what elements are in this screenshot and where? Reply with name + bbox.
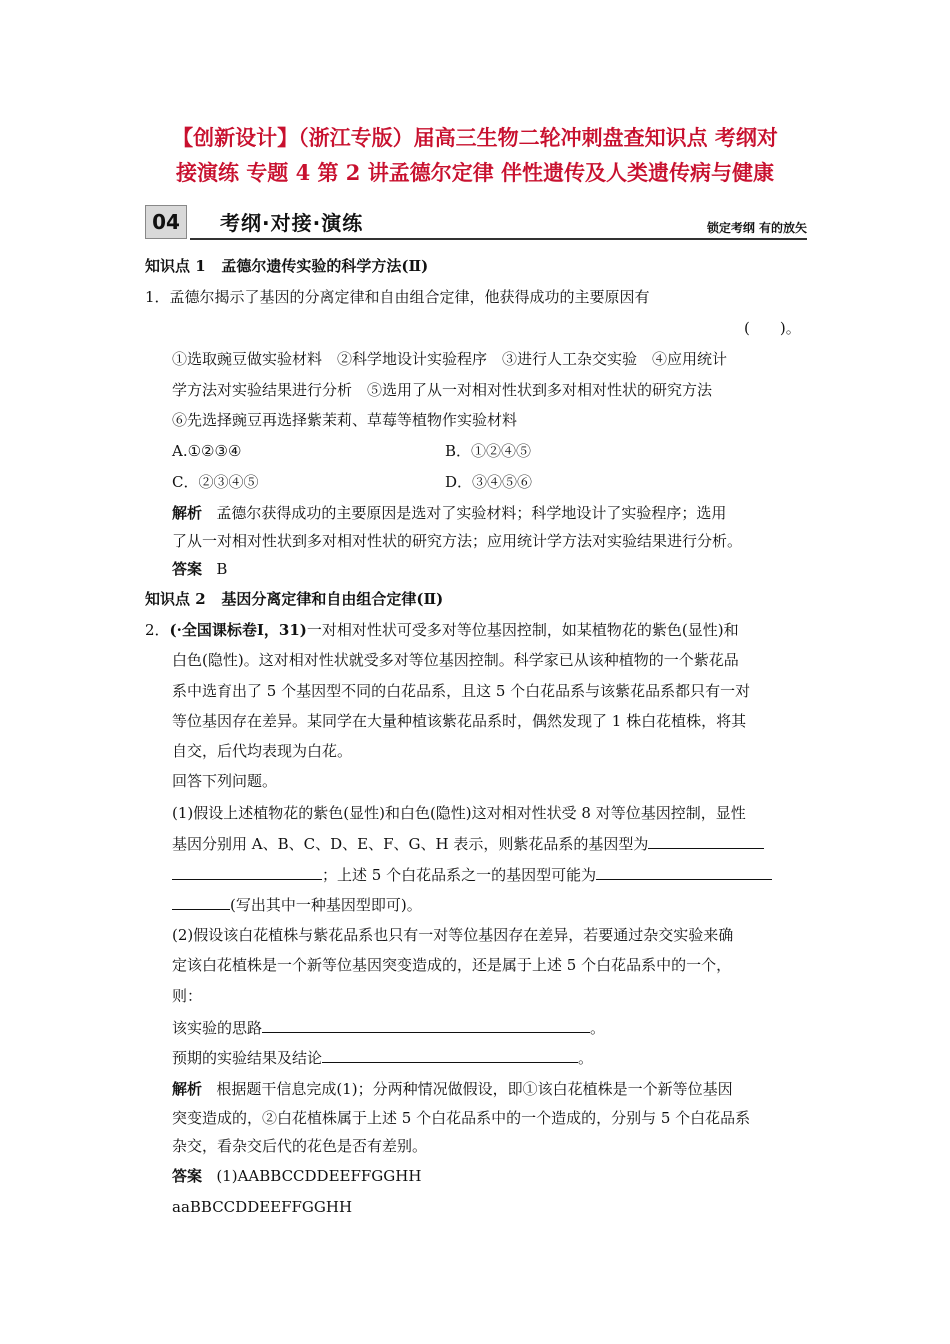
q2-answer-line-1 xyxy=(172,1166,421,1186)
q2-source: (·全国课标卷Ⅰ，31) xyxy=(169,621,307,639)
q2-analysis-line-2: 突变造成的，②白花植株属于上述 5 个白花品系中的一个造成的，分别与 5 个白花品系 xyxy=(172,1109,751,1127)
kp2-label: 知识点 2 xyxy=(145,590,206,608)
q1-options-line-3: ⑥先选择豌豆再选择紫茉莉、草莓等植物作实验材料 xyxy=(172,411,518,429)
q2-answer-line-2: aaBBCCDDEEFFGGHH xyxy=(172,1198,353,1216)
q2-answer-label: 答案 xyxy=(172,1167,203,1185)
q2-stem-line-5: 自交，后代均表现为白花。 xyxy=(172,742,353,760)
purple-genotype-blank-cont[interactable] xyxy=(172,864,322,880)
q1-choice-b: B．①②④⑤ xyxy=(445,442,532,460)
white-genotype-blank-cont[interactable] xyxy=(172,894,230,910)
q2-stem-line-3: 系中选育出了 5 个基因型不同的白花品系，且这 5 个白花品系与该紫花品系都只有一对 xyxy=(172,682,751,700)
q2-part1-line-1: (1)假设上述植物花的紫色(显性)和白色(隐性)这对相对性状受 8 对等位基因控制，显性 xyxy=(172,804,746,822)
section-heading: 考纲·对接·演练 xyxy=(220,211,364,235)
q2-part2-line-1: (2)假设该白花植株与紫花品系也只有一对等位基因存在差异，若要通过杂交实验来确 xyxy=(172,926,734,944)
q1-choice-d: D．③④⑤⑥ xyxy=(445,473,533,491)
q2-analysis-text-1: 根据题干信息完成(1)；分两种情况做假设，即①该白花植株是一个新等位基因 xyxy=(216,1080,733,1098)
title-line-1: 【创新设计】（浙江专版）届高三生物二轮冲刺盘查知识点 考纲对 xyxy=(172,125,778,150)
knowledge-point-2 xyxy=(145,589,443,609)
q2-expect-period: 。 xyxy=(578,1049,594,1067)
q2-part1-text-4: (写出其中一种基因型即可)。 xyxy=(230,896,422,914)
q2-number: 2． xyxy=(145,621,170,639)
experiment-idea-blank[interactable] xyxy=(262,1017,590,1033)
q1-options-line-2: 学方法对实验结果进行分析 ⑤选用了从一对相对性状到多对相对性状的研究方法 xyxy=(172,381,713,399)
q1-choice-a: A.①②③④ xyxy=(172,442,242,460)
q1-answer-label: 答案 xyxy=(172,560,203,578)
q2-prompt: 回答下列问题。 xyxy=(172,772,278,790)
q2-part1-line-3 xyxy=(172,864,772,885)
kp2-title: 基因分离定律和自由组合定律(Ⅱ) xyxy=(221,590,444,608)
q2-part2-line-3: 则： xyxy=(172,987,203,1005)
q1-analysis-label: 解析 xyxy=(172,504,203,522)
q1-stem: 1．孟德尔揭示了基因的分离定律和自由组合定律，他获得成功的主要原因有 xyxy=(145,288,650,306)
kp1-label: 知识点 1 xyxy=(145,257,206,275)
expected-result-blank[interactable] xyxy=(322,1047,578,1063)
q2-stem-line-4: 等位基因存在差异。某同学在大量种植该紫花品系时，偶然发现了 1 株白花植株，将其 xyxy=(172,712,747,730)
section-number: 04 xyxy=(145,205,187,239)
white-genotype-blank[interactable] xyxy=(596,864,772,880)
q2-stem-line-1 xyxy=(145,620,739,640)
knowledge-point-1 xyxy=(145,256,428,276)
q2-expect-label: 预期的实验结果及结论 xyxy=(172,1049,323,1067)
title-line-2: 接演练 专题 4 第 2 讲孟德尔定律 伴性遗传及人类遗传病与健康 xyxy=(175,160,775,185)
q2-analysis-line-1 xyxy=(172,1079,733,1099)
q2-part1-text-3: ；上述 5 个白花品系之一的基因型可能为 xyxy=(322,866,597,884)
q2-idea-label: 该实验的思路 xyxy=(172,1019,263,1037)
q2-idea-period: 。 xyxy=(590,1019,606,1037)
q2-expect-line xyxy=(172,1047,593,1068)
q1-analysis-line-2: 了从一对相对性状到多对相对性状的研究方法；应用统计学方法对实验结果进行分析。 xyxy=(172,532,743,550)
purple-genotype-blank[interactable] xyxy=(648,833,764,849)
kp1-title: 孟德尔遗传实验的科学方法(Ⅱ) xyxy=(221,257,429,275)
banner-slogan: 锁定考纲 有的放矢 xyxy=(706,221,807,235)
q2-idea-line xyxy=(172,1017,605,1038)
q1-options-line-1: ①选取豌豆做实验材料 ②科学地设计实验程序 ③进行人工杂交实验 ④应用统计 xyxy=(172,350,728,368)
q2-part1-text-2: 基因分别用 A、B、C、D、E、F、G、H 表示，则紫花品系的基因型为 xyxy=(172,835,649,853)
q1-answer xyxy=(172,559,227,579)
banner-rule xyxy=(190,238,807,240)
q2-answer-text-1: (1)AABBCCDDEEFFGGHH xyxy=(216,1167,422,1185)
q2-analysis-label: 解析 xyxy=(172,1080,203,1098)
q2-stem-text-1: 一对相对性状可受多对等位基因控制，如某植物花的紫色(显性)和 xyxy=(306,621,739,639)
q2-part2-line-2: 定该白花植株是一个新等位基因突变造成的，还是属于上述 5 个白花品系中的一个， xyxy=(172,956,732,974)
section-banner xyxy=(145,205,807,241)
q1-analysis-line-1 xyxy=(172,503,726,523)
q1-choice-c: C．②③④⑤ xyxy=(172,473,259,491)
q1-analysis-text-1: 孟德尔获得成功的主要原因是选对了实验材料；科学地设计了实验程序；选用 xyxy=(216,504,727,522)
q2-part1-line-2 xyxy=(172,833,764,854)
q2-stem-line-2: 白色(隐性)。这对相对性状就受多对等位基因控制。科学家已从该种植物的一个紫花品 xyxy=(172,651,739,669)
q1-answer-value: B xyxy=(216,560,228,578)
q1-answer-paren: ( )。 xyxy=(744,319,801,337)
q2-part1-line-4 xyxy=(172,894,422,915)
q2-analysis-line-3: 杂交，看杂交后代的花色是否有差别。 xyxy=(172,1137,428,1155)
